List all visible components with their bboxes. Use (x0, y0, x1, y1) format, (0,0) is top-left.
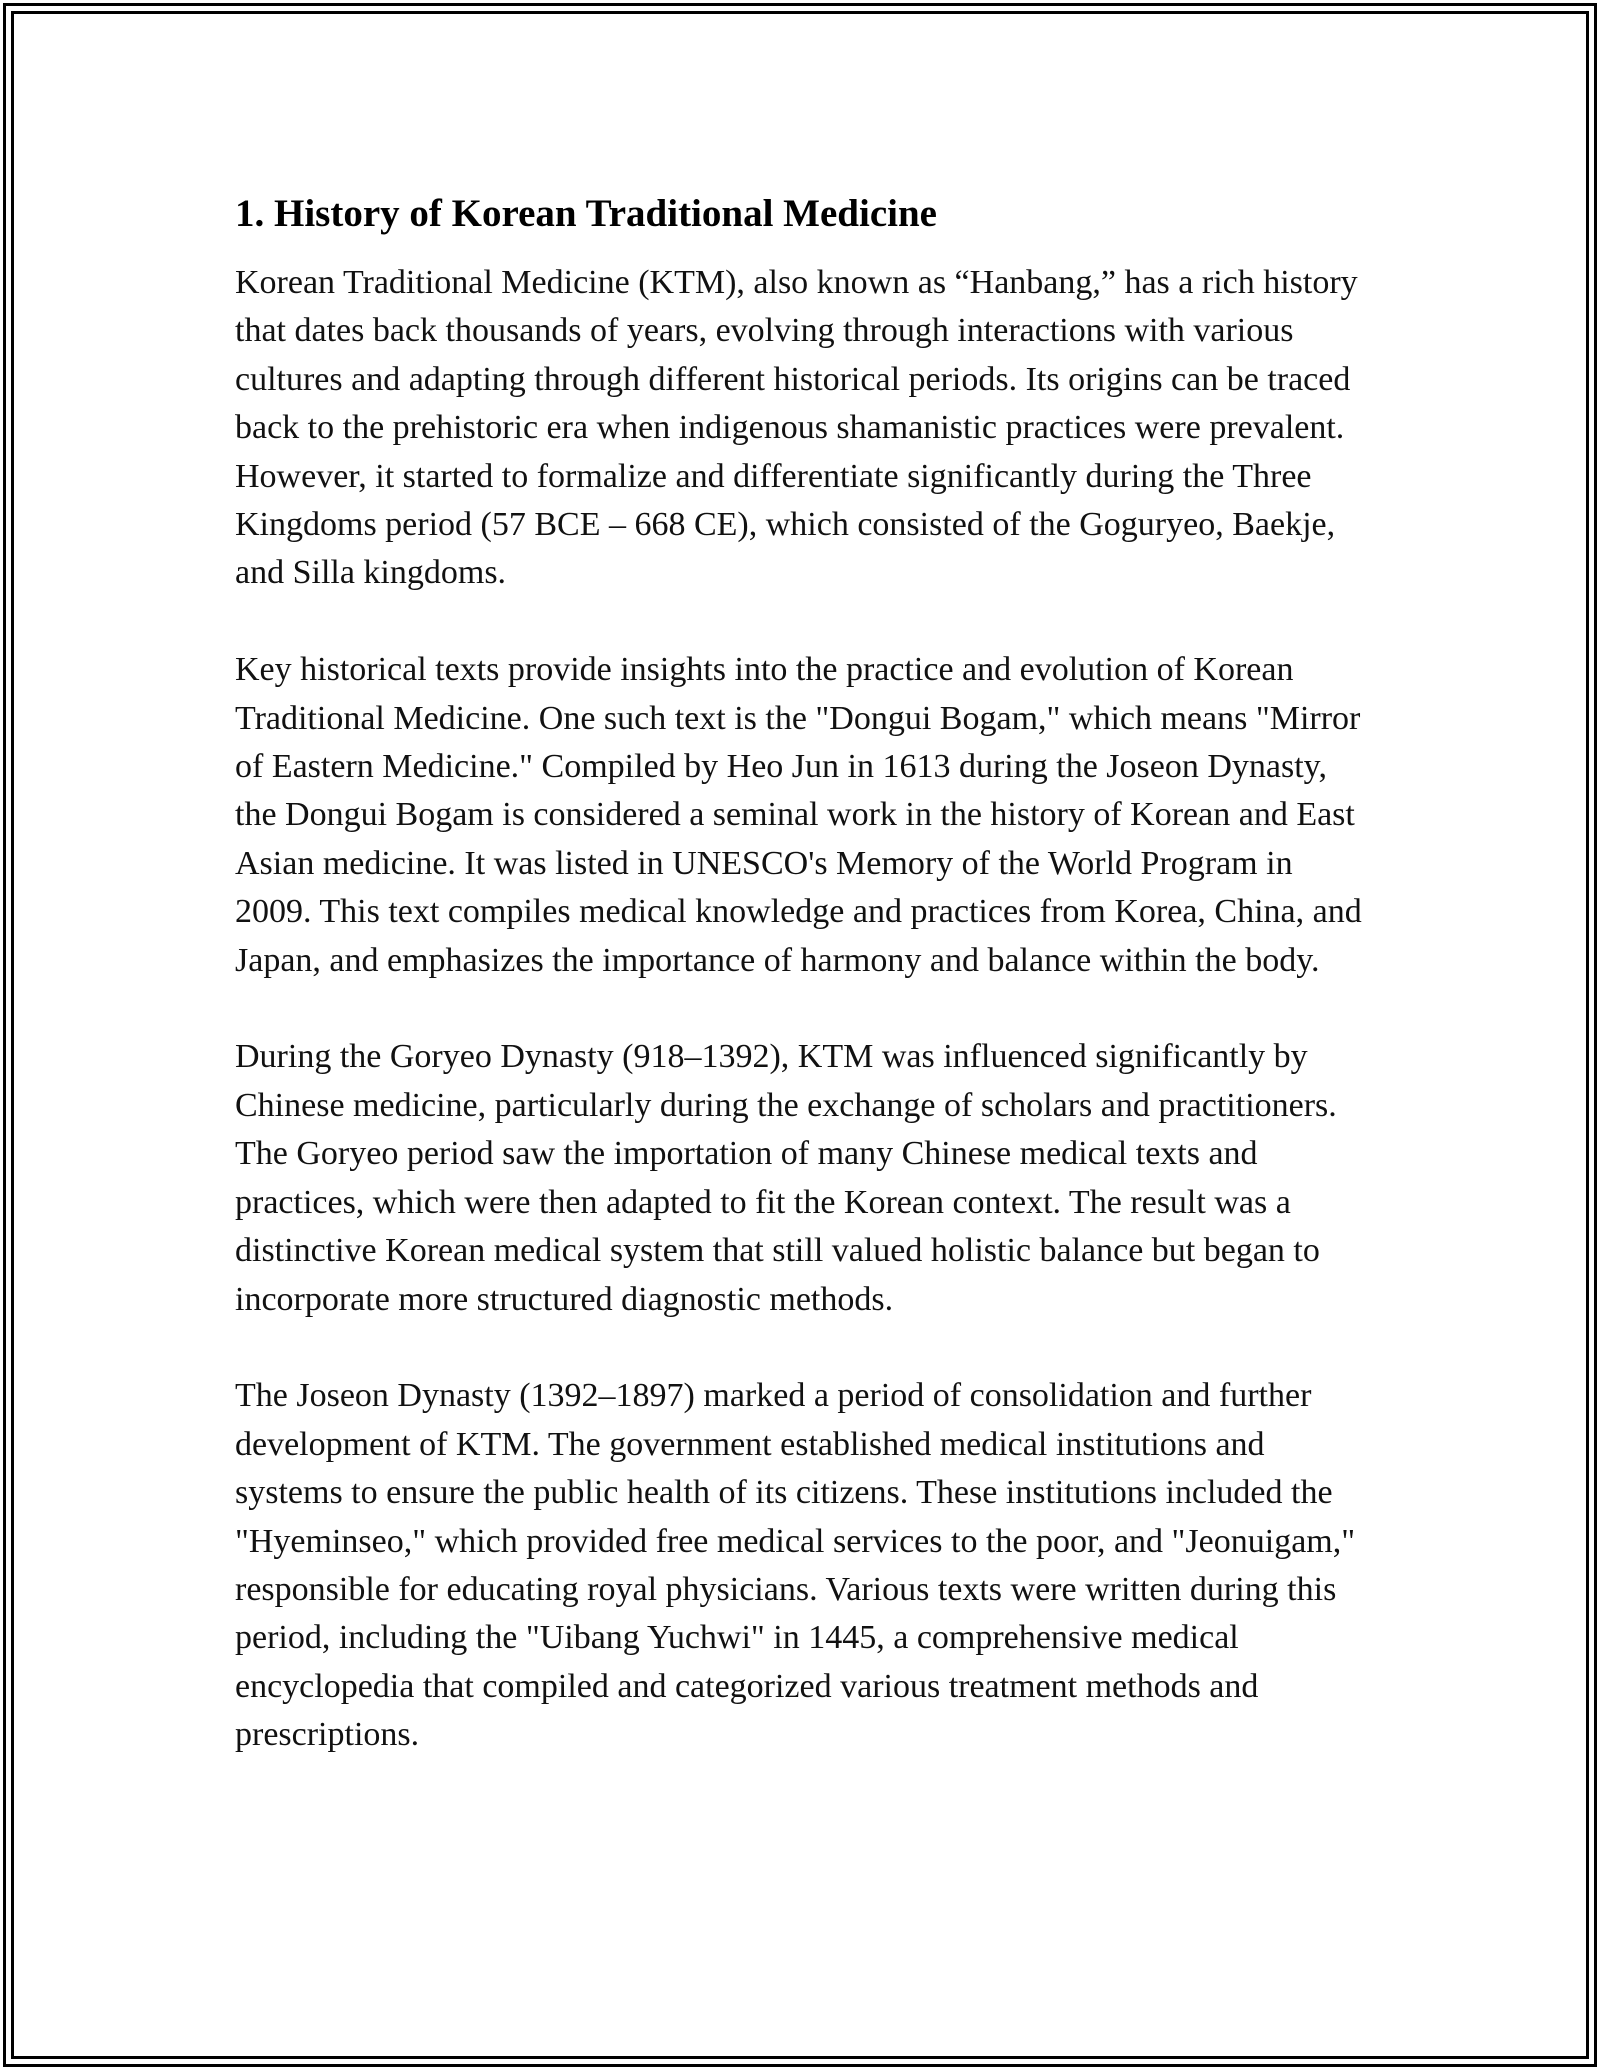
paragraph-goryeo: During the Goryeo Dynasty (918–1392), KTM was influenced significantly by Chinese medicine, particularly during the exchange of scholars and practitioners. The Goryeo period saw the importation of many Chinese medical texts and practices, which were then adapted to fit the Korean context. The result was a distinctive Korean medical system that still valued holistic balance but began to incorporate more structured diagnostic methods. (235, 1038, 1337, 1318)
section-heading: 1. History of Korean Traditional Medicine (235, 192, 937, 235)
paragraph-joseon: The Joseon Dynasty (1392–1897) marked a period of consolidation and further development of KTM. The government established medical institutions and systems to ensure the public health of its citizens. These institutions included the "Hyeminseo," which provided free medical services to the poor, and "Jeonuigam," responsible for educating royal physicians. Various texts were written during this period, including the "Uibang Yuchwi" in 1445, a comprehensive medical encyclopedia that compiled and categorized various treatment methods and prescriptions. (235, 1377, 1356, 1754)
paragraph-origins: Korean Traditional Medicine (KTM), also known as “Hanbang,” has a rich history that dates back thousands of years, evolving through interactions with various cultures and adapting through different historical periods. Its origins can be traced back to the prehistoric era when indigenous shamanistic practices were prevalent. However, it started to formalize and differentiate significantly during the Three Kingdoms period (57 BCE – 668 CE), which consisted of the Goguryeo, Baekje, and Silla kingdoms. (235, 264, 1358, 592)
document-body (235, 185, 1375, 1760)
paragraph-dongui-bogam: Key historical texts provide insights into the practice and evolution of Korean Traditional Medicine. One such text is the "Dongui Bogam," which means "Mirror of Eastern Medicine." Compiled by Heo Jun in 1613 during the Joseon Dynasty, the Dongui Bogam is considered a seminal work in the history of Korean and East Asian medicine. It was listed in UNESCO's Memory of the World Program in 2009. This text compiles medical knowledge and practices from Korea, China, and Japan, and emphasizes the importance of harmony and balance within the body. (235, 651, 1362, 979)
